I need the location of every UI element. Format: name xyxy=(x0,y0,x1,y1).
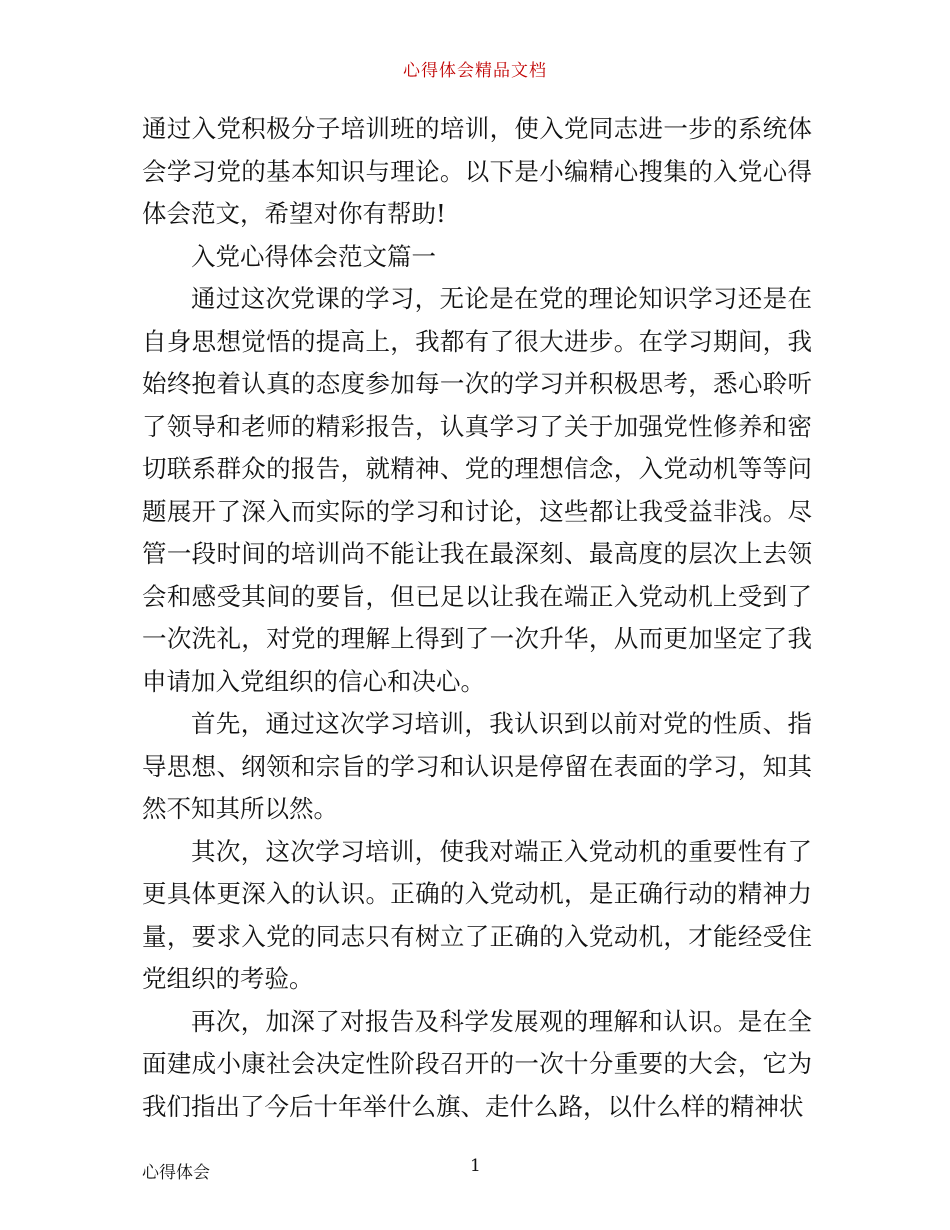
intro-paragraph: 通过入党积极分子培训班的培训，使入党同志进一步的系统体会学习党的基本知识与理论。以下是小编精心搜集的入党心得体会范文，希望对你有帮助! xyxy=(142,114,812,228)
page-number: 1 xyxy=(470,1156,481,1176)
footer-label: 心得体会 xyxy=(142,1163,210,1183)
body-paragraph: 其次，这次学习培训，使我对端正入党动机的重要性有了更具体更深入的认识。正确的入党动机，是正确行动的精神力量，要求入党的同志只有树立了正确的入党动机，才能经受住党组织的考验。 xyxy=(142,836,812,993)
section-heading: 入党心得体会范文篇一 xyxy=(191,241,436,271)
document-header-title: 心得体会精品文档 xyxy=(403,61,547,81)
body-paragraph: 首先，通过这次学习培训，我认识到以前对党的性质、指导思想、纲领和宗旨的学习和认识是停留在表面的学习，知其然不知其所以然。 xyxy=(142,709,812,823)
document-body xyxy=(142,108,812,1128)
body-paragraph: 再次，加深了对报告及科学发展观的理解和认识。是在全面建成小康社会决定性阶段召开的一次十分重要的大会，它为我们指出了今后十年举什么旗、走什么路，以什么样的精神状 xyxy=(142,1006,812,1121)
body-paragraph: 通过这次党课的学习，无论是在党的理论知识学习还是在自身思想觉悟的提高上，我都有了很大进步。在学习期间，我始终抱着认真的态度参加每一次的学习并积极思考，悉心聆听了领导和老师的精彩报告，认真学习了关于加强党性修养和密切联系群众的报告，就精神、党的理想信念，入党动机等等问题展开了深入而实际的学习和讨论，这些都让我受益非浅。尽管一段时间的培训尚不能让我在最深刻、最高度的层次上去领会和感受其间的要旨，但已足以让我在端正入党动机上受到了一次洗礼，对党的理解上得到了一次升华，从而更加坚定了我申请加入党组织的信心和决心。 xyxy=(142,284,812,696)
